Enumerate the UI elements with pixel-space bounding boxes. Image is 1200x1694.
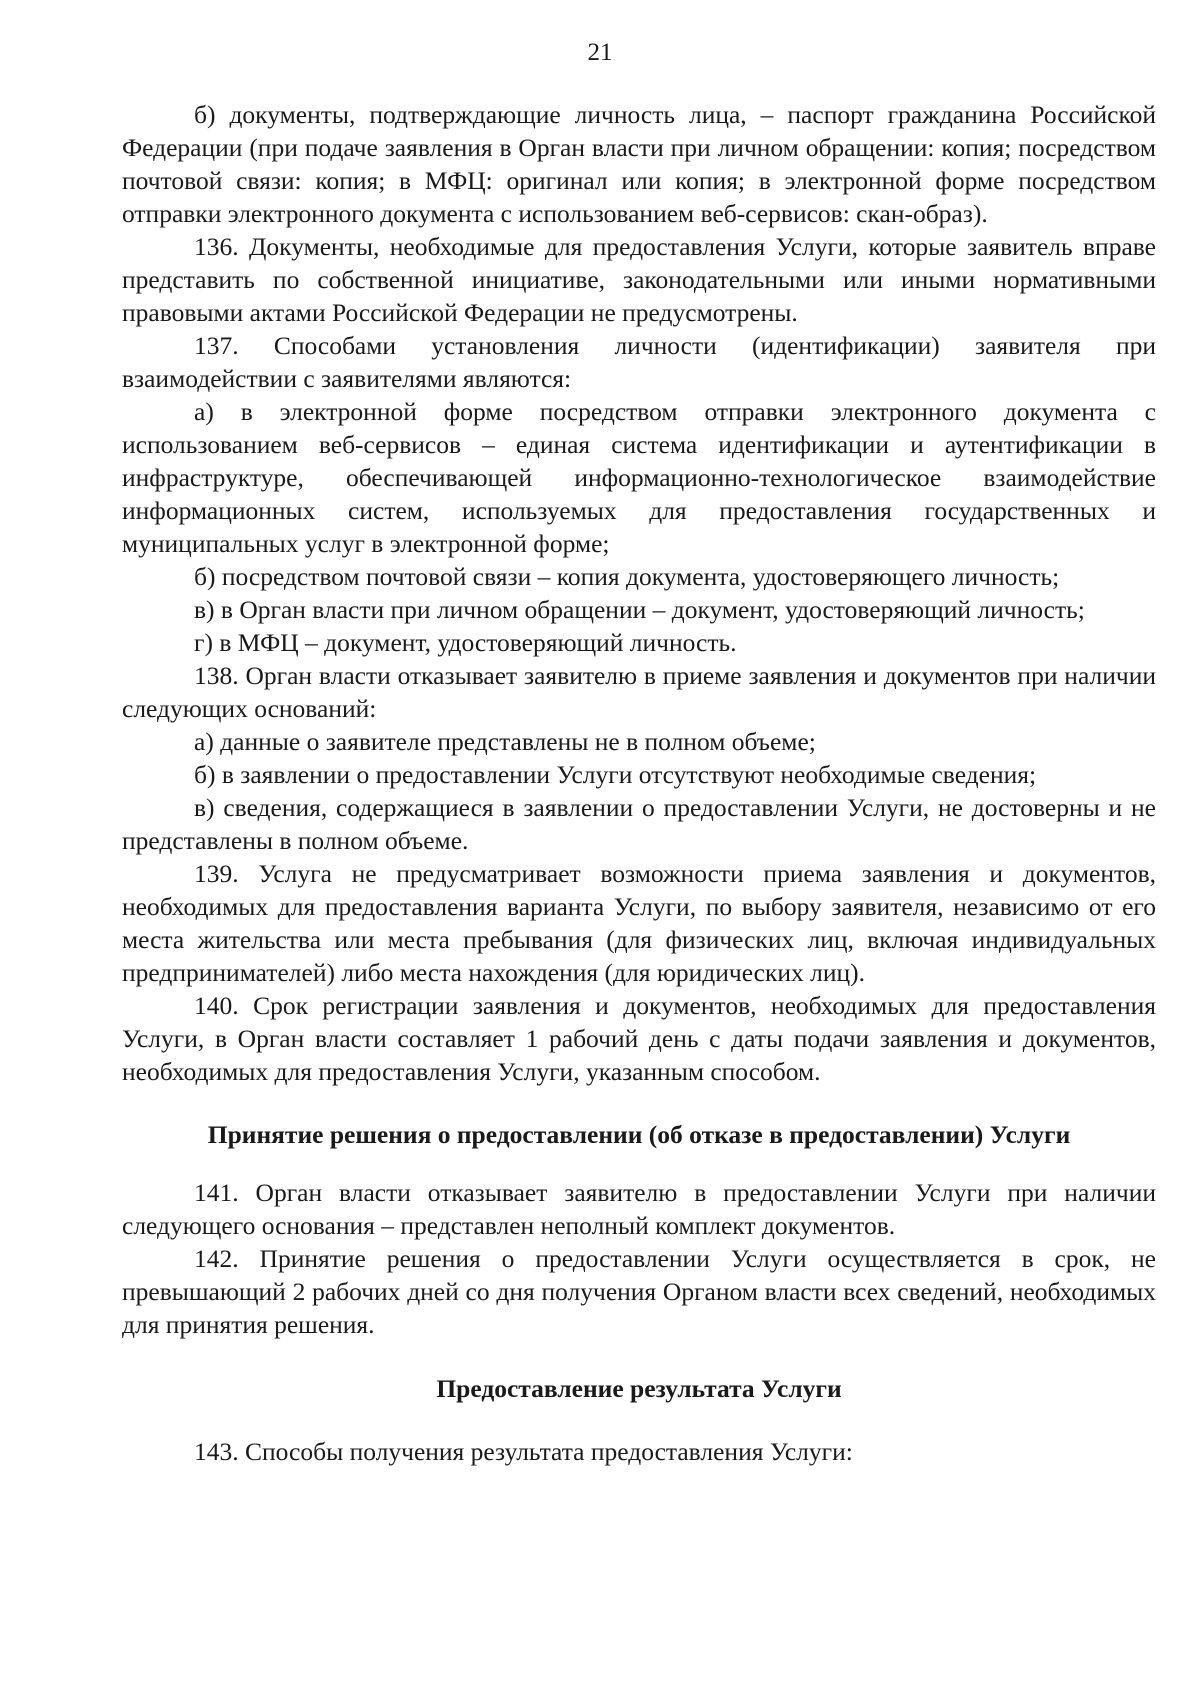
paragraph-140: 140. Срок регистрации заявления и документов, необходимых для предоставления Услуги, в Орган власти составляет 1 рабочий день с даты подачи заявления и документов, необходимых для предоставления Услуги, указанным способом. <box>122 991 1156 1086</box>
paragraph-137-g: г) в МФЦ – документ, удостоверяющий личность. <box>194 628 737 657</box>
page-number: 21 <box>587 39 613 66</box>
paragraph-137-a: а) в электронной форме посредством отправки электронного документа с использованием веб-сервисов – единая система идентификации и аутентификации в инфраструктуре, обеспечивающей информационно-технологическое взаимодействие информационных систем, используемых для предоставления государственных и муниципальных услуг в электронной форме; <box>122 397 1156 558</box>
paragraph-b-identity-documents: б) документы, подтверждающие личность лица, – паспорт гражданина Российской Федерации (при подаче заявления в Орган власти при личном обращении: копия; посредством почтовой связи: копия; в МФЦ: оригинал или копия; в электронной форме посредством отправки электронного документа с использованием веб-сервисов: скан-образ). <box>122 100 1156 228</box>
paragraph-143: 143. Способы получения результата предоставления Услуги: <box>194 1437 853 1466</box>
paragraph-136: 136. Документы, необходимые для предоставления Услуги, которые заявитель вправе представить по собственной инициативе, законодательными или иными нормативными правовыми актами Российской Федерации не предусмотрены. <box>122 232 1156 327</box>
paragraph-138: 138. Орган власти отказывает заявителю в приеме заявления и документов при наличии следующих оснований: <box>122 661 1156 723</box>
section-heading-decision: Принятие решения о предоставлении (об отказе в предоставлении) Услуги <box>207 1120 1071 1149</box>
paragraph-141: 141. Орган власти отказывает заявителю в предоставлении Услуги при наличии следующего основания – представлен неполный комплект документов. <box>122 1178 1156 1240</box>
paragraph-137: 137. Способами установления личности (идентификации) заявителя при взаимодействии с заявителями являются: <box>122 331 1156 393</box>
paragraph-138-b: б) в заявлении о предоставлении Услуги отсутствуют необходимые сведения; <box>194 760 1037 789</box>
paragraph-137-v: в) в Орган власти при личном обращении – документ, удостоверяющий личность; <box>194 595 1085 624</box>
paragraph-139: 139. Услуга не предусматривает возможности приема заявления и документов, необходимых для предоставления варианта Услуги, по выбору заявителя, независимо от его места жительства или места пребывания (для физических лиц, включая индивидуальных предпринимателей) либо места нахождения (для юридических лиц). <box>122 859 1156 987</box>
paragraph-142: 142. Принятие решения о предоставлении Услуги осуществляется в срок, не превышающий 2 рабочих дней со дня получения Органом власти всех сведений, необходимых для принятия решения. <box>122 1244 1156 1339</box>
paragraph-137-b: б) посредством почтовой связи – копия документа, удостоверяющего личность; <box>194 562 1060 591</box>
paragraph-138-v: в) сведения, содержащиеся в заявлении о предоставлении Услуги, не достоверны и не представлены в полном объеме. <box>122 793 1156 855</box>
paragraph-138-a: а) данные о заявителе представлены не в полном объеме; <box>194 727 816 756</box>
document-body <box>122 98 1156 1468</box>
section-heading-result: Предоставление результата Услуги <box>436 1374 842 1403</box>
